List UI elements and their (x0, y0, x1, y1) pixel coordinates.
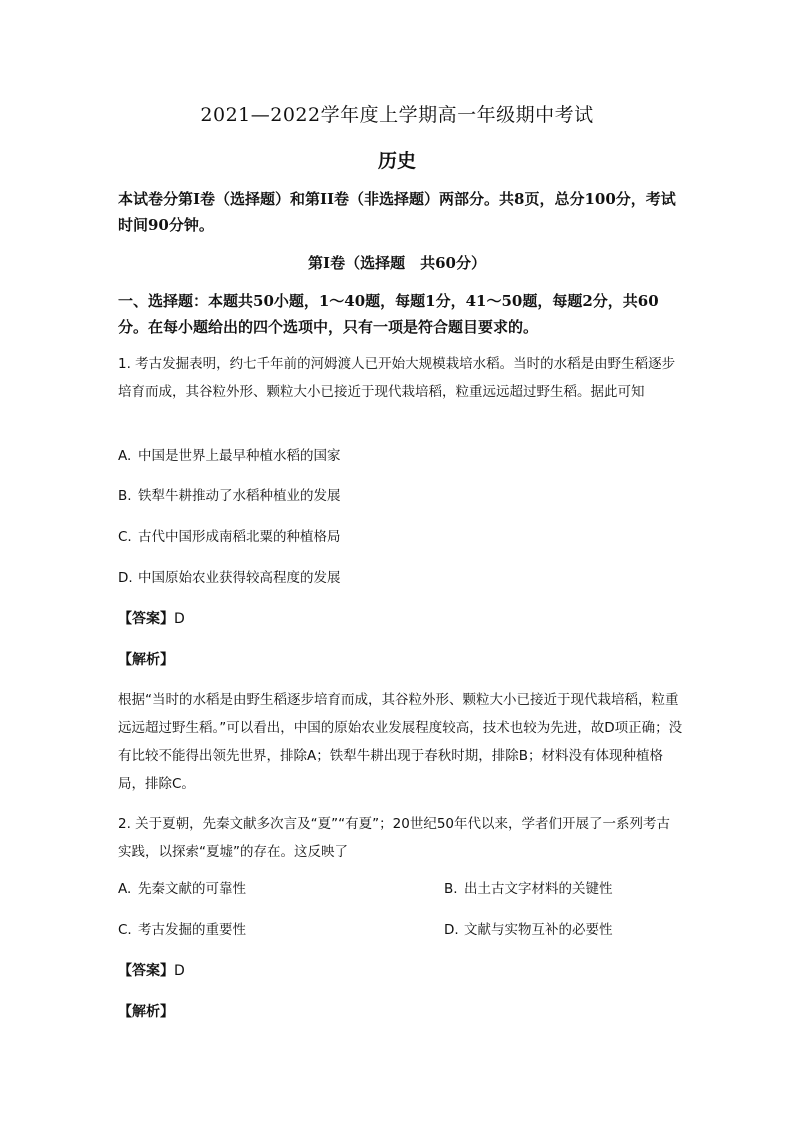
question-1-option-c (118, 527, 341, 547)
option-letter: A. (118, 881, 132, 897)
question-1-option-b (118, 486, 341, 506)
question-2-option-d (444, 920, 613, 940)
question-2-option-a (118, 879, 246, 899)
question-2-answer (118, 960, 185, 980)
answer-value: D (174, 963, 185, 979)
option-letter: C. (118, 529, 132, 545)
option-text: 中国是世界上最早种植水稻的国家 (138, 448, 341, 464)
question-1-option-d (118, 568, 341, 588)
question-1-stem: 1. 考古发掘表明，约七千年前的河姆渡人已开始大规模栽培水稻。当时的水稻是由野生稻逐步培育而成，其谷粒外形、颗粒大小已接近于现代栽培稻，粒重远远超过野生稻。据此可知 (118, 356, 676, 400)
question-1-option-a (118, 446, 341, 466)
question-2-analysis-label: 【解析】 (118, 1004, 174, 1020)
question-1-analysis: 根据“当时的水稻是由野生稻逐步培育而成，其谷粒外形、颗粒大小已接近于现代栽培稻，粒重远远超过野生稻。”可以看出，中国的原始农业发展程度较高，技术也较为先进，故D项正确；没有比较不能得出领先世界，排除A；铁犁牛耕出现于春秋时期，排除B；材料没有体现种植格局，排除C。 (118, 692, 683, 792)
option-letter: B. (118, 488, 132, 504)
exam-title: 2021—2022学年度上学期高一年级期中考试 (200, 104, 594, 126)
section-title: 第I卷（选择题 共60分） (308, 254, 486, 272)
option-letter: D. (118, 570, 133, 586)
answer-label: 【答案】 (118, 611, 174, 627)
option-text: 文献与实物互补的必要性 (464, 922, 613, 938)
option-text: 考古发掘的重要性 (138, 922, 246, 938)
option-text: 先秦文献的可靠性 (138, 881, 246, 897)
option-text: 古代中国形成南稻北粟的种植格局 (138, 529, 341, 545)
question-1-answer (118, 608, 185, 628)
section-instructions: 一、选择题：本题共50小题，1～40题，每题1分，41～50题，每题2分，共60分。在每小题给出的四个选项中，只有一项是符合题目要求的。 (118, 292, 659, 336)
question-2-option-c (118, 920, 246, 940)
option-letter: C. (118, 922, 132, 938)
option-text: 中国原始农业获得较高程度的发展 (138, 570, 341, 586)
question-1-analysis-label: 【解析】 (118, 652, 174, 668)
option-letter: B. (444, 881, 458, 897)
option-text: 出土古文字材料的关键性 (464, 881, 613, 897)
answer-value: D (174, 611, 185, 627)
option-text: 铁犁牛耕推动了水稻种植业的发展 (138, 488, 341, 504)
subject-title: 历史 (377, 150, 416, 172)
question-2-stem: 2. 关于夏朝，先秦文献多次言及“夏”“有夏”；20世纪50年代以来，学者们开展了一系列考古实践，以探索“夏墟”的存在。这反映了 (118, 816, 671, 860)
option-letter: A. (118, 448, 132, 464)
answer-label: 【答案】 (118, 963, 174, 979)
exam-intro: 本试卷分第I卷（选择题）和第II卷（非选择题）两部分。共8页，总分100分，考试时间90分钟。 (118, 190, 676, 234)
option-letter: D. (444, 922, 459, 938)
question-2-option-b (444, 879, 613, 899)
